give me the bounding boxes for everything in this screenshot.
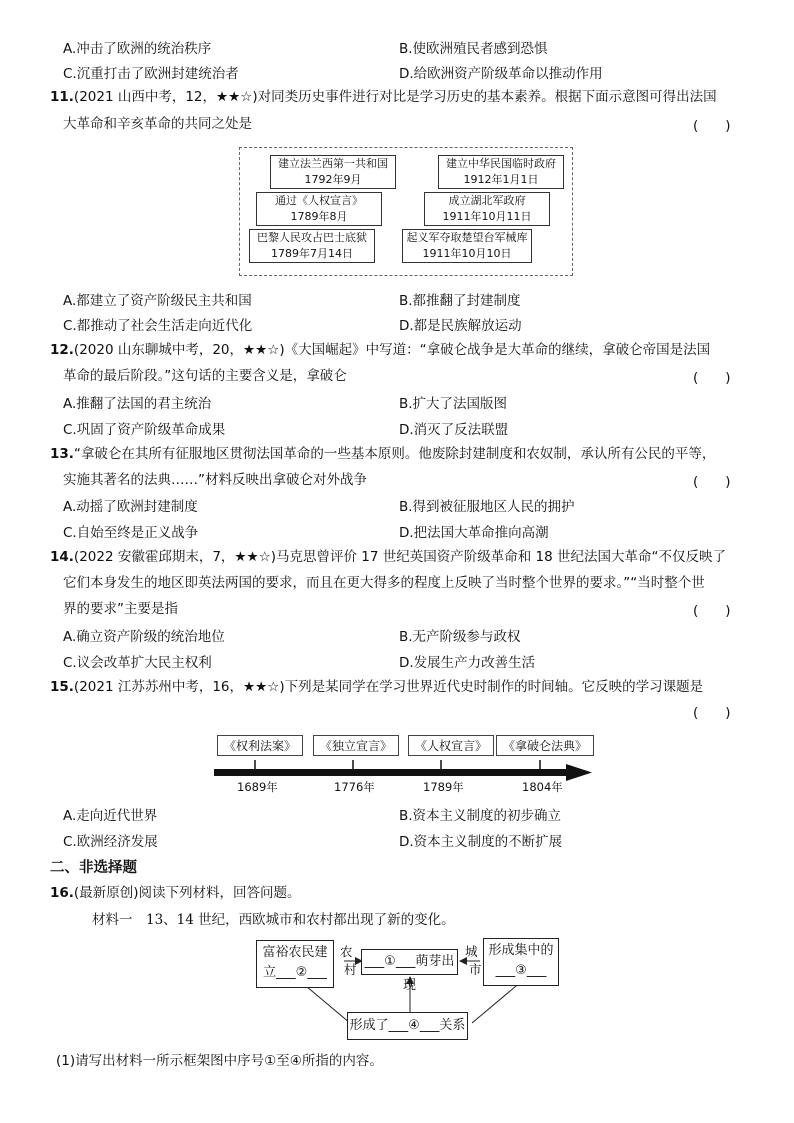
q10-option-d: D.给欧洲资产阶级革命以推动作用 bbox=[399, 66, 603, 82]
q16-box-rich-peasants: 富裕农民建 立___②___ bbox=[256, 940, 334, 988]
q15-timeline-label-3: 《人权宣言》 bbox=[408, 735, 494, 756]
q15-option-c: C.欧洲经济发展 bbox=[63, 834, 158, 850]
q11-answer-paren: ( ) bbox=[693, 118, 731, 134]
q10-option-a: A.冲击了欧洲的统治秩序 bbox=[63, 41, 212, 57]
q16-label-countryside: 农 村 bbox=[340, 944, 357, 977]
q16-box-relation: 形成了___④___关系 bbox=[347, 1012, 468, 1040]
q16-stem: 16.(最新原创)阅读下列材料，回答问题。 bbox=[50, 885, 301, 901]
q15-option-a: A.走向近代世界 bbox=[63, 808, 158, 824]
q13-answer-paren: ( ) bbox=[693, 474, 731, 490]
q14-option-a: A.确立资产阶级的统治地位 bbox=[63, 629, 225, 645]
q16-box-concentrated: 形成集中的 ___③___ bbox=[483, 938, 559, 986]
q16-material1: 材料一 13、14 世纪，西欧城市和农村都出现了新的变化。 bbox=[92, 912, 455, 928]
q13-option-c: C.自始至终是正义战争 bbox=[63, 525, 199, 541]
q16-number: 16. bbox=[50, 885, 74, 901]
q14-number: 14. bbox=[50, 549, 74, 565]
q16-box-sprouts: ___①___萌芽出现 bbox=[361, 949, 458, 975]
q14-stem-line1: 14.(2022 安徽霍邱期末，7，★★☆)马克思曾评价 17 世纪英国资产阶级革命和 18 世纪法国大革命“不仅反映了 bbox=[50, 549, 727, 565]
q16-label-city: 城 市 bbox=[465, 944, 482, 977]
q15-stem-line1: 15.(2021 江苏苏州中考，16，★★☆)下列是某同学在学习世界近代史时制作的时间轴。它反映的学习课题是 bbox=[50, 679, 704, 695]
q14-option-c: C.议会改革扩大民主权利 bbox=[63, 655, 212, 671]
q11-right-box-3: 起义军夺取楚望台军械库 1911年10月10日 bbox=[402, 229, 532, 263]
q11-option-b: B.都推翻了封建制度 bbox=[399, 293, 521, 309]
q14-answer-paren: ( ) bbox=[693, 603, 731, 619]
q14-option-b: B.无产阶级参与政权 bbox=[399, 629, 521, 645]
q15-number: 15. bbox=[50, 679, 74, 695]
q11-option-d: D.都是民族解放运动 bbox=[399, 318, 522, 334]
q15-timeline-label-1: 《权利法案》 bbox=[217, 735, 303, 756]
q13-stem-line1: 13.“拿破仑在其所有征服地区贯彻法国革命的一些基本原则。他废除封建制度和农奴制，承认所有公民的平等， bbox=[50, 446, 716, 462]
q11-option-c: C.都推动了社会生活走向近代化 bbox=[63, 318, 253, 334]
q11-stem-line2: 大革命和辛亥革命的共同之处是 bbox=[63, 116, 252, 132]
q12-number: 12. bbox=[50, 342, 74, 358]
q13-option-b: B.得到被征服地区人民的拥护 bbox=[399, 499, 575, 515]
q15-timeline-year-4: 1804年 bbox=[522, 780, 563, 794]
q10-option-b: B.使欧洲殖民者感到恐惧 bbox=[399, 41, 548, 57]
q12-stem-line2: 革命的最后阶段。”这句话的主要含义是，拿破仑 bbox=[63, 368, 347, 384]
q16-subquestion-1: (1)请写出材料一所示框架图中序号①至④所指的内容。 bbox=[56, 1053, 383, 1069]
q15-option-b: B.资本主义制度的初步确立 bbox=[399, 808, 562, 824]
q15-timeline-label-2: 《独立宣言》 bbox=[313, 735, 399, 756]
q11-number: 11. bbox=[50, 89, 74, 105]
q14-option-d: D.发展生产力改善生活 bbox=[399, 655, 536, 671]
q15-option-d: D.资本主义制度的不断扩展 bbox=[399, 834, 563, 850]
q11-left-box-2: 通过《人权宣言》 1789年8月 bbox=[256, 192, 382, 226]
q14-stem-line3: 界的要求”主要是指 bbox=[63, 601, 178, 617]
q13-stem-line2: 实施其著名的法典……”材料反映出拿破仑对外战争 bbox=[63, 472, 367, 488]
q13-option-a: A.动摇了欧洲封建制度 bbox=[63, 499, 198, 515]
q11-right-box-2: 成立湖北军政府 1911年10月11日 bbox=[424, 192, 550, 226]
q10-option-c: C.沉重打击了欧洲封建统治者 bbox=[63, 66, 239, 82]
q11-option-a: A.都建立了资产阶级民主共和国 bbox=[63, 293, 252, 309]
q15-timeline-year-3: 1789年 bbox=[423, 780, 464, 794]
q12-option-c: C.巩固了资产阶级革命成果 bbox=[63, 422, 226, 438]
q12-option-b: B.扩大了法国版图 bbox=[399, 396, 508, 412]
q12-option-d: D.消灭了反法联盟 bbox=[399, 422, 509, 438]
q12-answer-paren: ( ) bbox=[693, 370, 731, 386]
q12-option-a: A.推翻了法国的君主统治 bbox=[63, 396, 212, 412]
q15-answer-paren: ( ) bbox=[693, 705, 731, 721]
q14-stem-line2: 它们本身发生的地区即英法两国的要求，而且在更大得多的程度上反映了当时整个世界的要求。”“当时整个世 bbox=[63, 575, 705, 591]
q11-left-box-1: 建立法兰西第一共和国 1792年9月 bbox=[270, 155, 396, 189]
q15-timeline-label-4: 《拿破仑法典》 bbox=[496, 735, 594, 756]
q12-stem-line1: 12.(2020 山东聊城中考，20，★★☆)《大国崛起》中写道：“拿破仑战争是大革命的继续，拿破仑帝国是法国 bbox=[50, 342, 711, 358]
q11-stem-line1: 11.(2021 山西中考，12，★★☆)对同类历史事件进行对比是学习历史的基本素养。根据下面示意图可得出法国 bbox=[50, 89, 717, 105]
q15-timeline-year-2: 1776年 bbox=[334, 780, 375, 794]
q15-timeline-year-1: 1689年 bbox=[237, 780, 278, 794]
q13-number: 13. bbox=[50, 446, 74, 462]
section-heading: 二、非选择题 bbox=[50, 860, 137, 876]
q11-left-box-3: 巴黎人民攻占巴士底狱 1789年7月14日 bbox=[249, 229, 375, 263]
q13-option-d: D.把法国大革命推向高潮 bbox=[399, 525, 549, 541]
q11-right-box-1: 建立中华民国临时政府 1912年1月1日 bbox=[438, 155, 564, 189]
